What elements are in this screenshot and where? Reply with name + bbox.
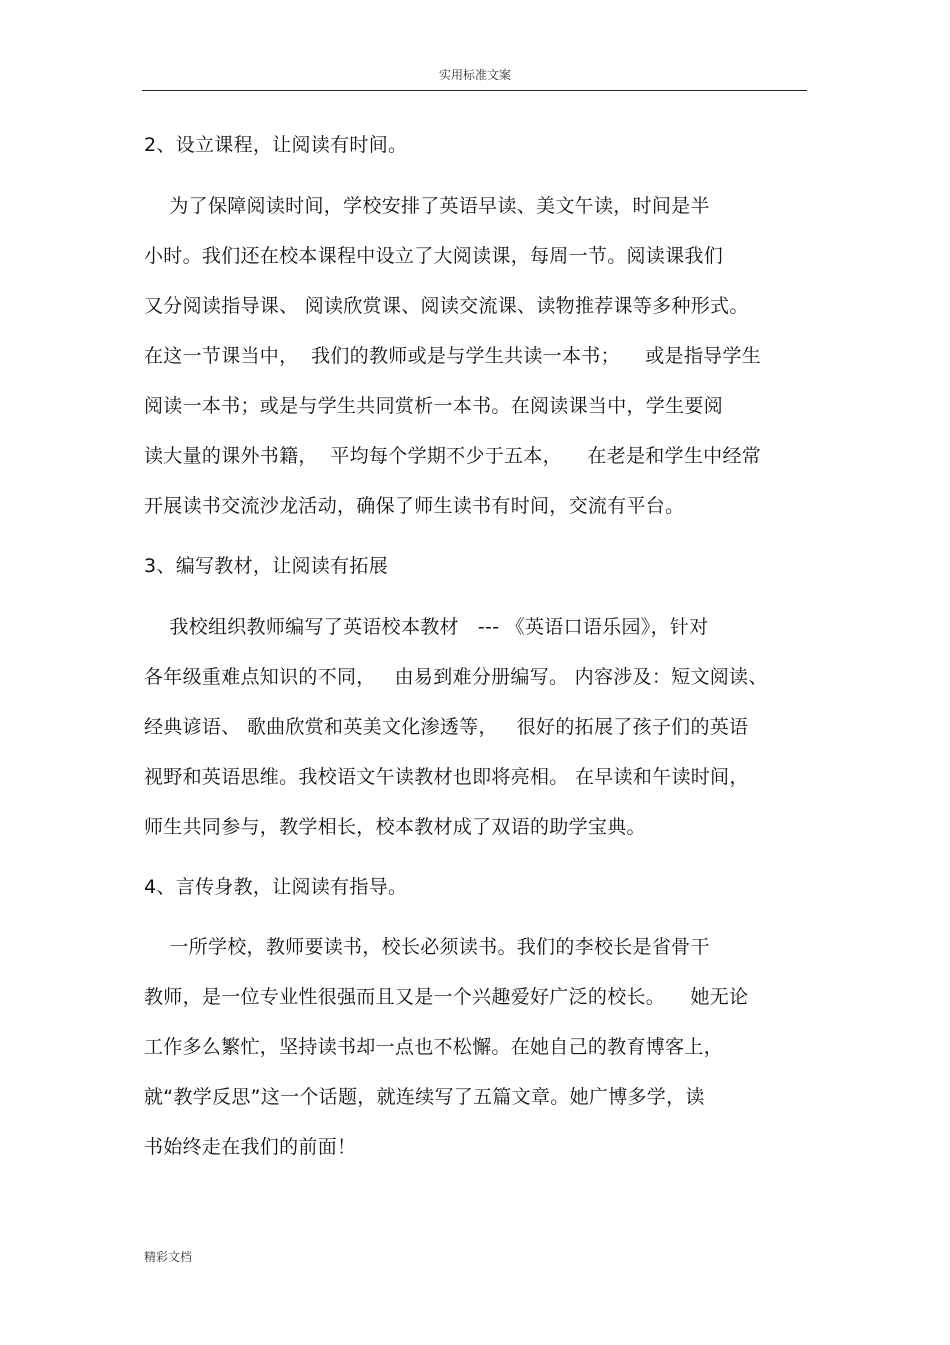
- paragraph-line: 工作多么繁忙，坚持读书却一点也不松懈。在她自己的教育博客上，: [144, 1036, 724, 1058]
- paragraph-line: 各年级重难点知识的不同， 由易到难分册编写。 内容涉及：短文阅读、: [144, 666, 768, 688]
- paragraph-line: 就“教学反思”这一个话题，就连续写了五篇文章。她广博多学，读: [144, 1086, 705, 1108]
- paragraph-line: 视野和英语思维。我校语文午读教材也即将亮相。 在早读和午读时间，: [144, 766, 749, 788]
- header-rule: [142, 90, 807, 91]
- paragraph-line: 在这一节课当中， 我们的教师或是与学生共读一本书； 或是指导学生: [144, 345, 762, 367]
- paragraph-line: 小时。我们还在校本课程中设立了大阅读课，每周一节。阅读课我们: [144, 245, 724, 267]
- paragraph-line: 为了保障阅读时间，学校安排了英语早读、美文午读，时间是半: [144, 195, 710, 217]
- paragraph-line: 一所学校，教师要读书，校长必须读书。我们的李校长是省骨干: [144, 936, 710, 958]
- section-heading-2: 2、设立课程，让阅读有时间。: [144, 134, 408, 156]
- page-footer: 精彩文档: [144, 1250, 193, 1264]
- paragraph-line: 读大量的课外书籍， 平均每个学期不少于五本， 在老是和学生中经常: [144, 445, 762, 467]
- section-heading-3: 3、编写教材，让阅读有拓展: [144, 555, 388, 577]
- section-heading-4: 4、言传身教，让阅读有指导。: [144, 876, 408, 898]
- paragraph-line: 书始终走在我们的前面！: [144, 1136, 357, 1158]
- paragraph-line: 经典谚语、 歌曲欣赏和英美文化渗透等， 很好的拓展了孩子们的英语: [144, 716, 749, 738]
- paragraph-line: 我校组织教师编写了英语校本教材 --- 《英语口语乐园》，针对: [144, 616, 709, 638]
- paragraph-line: 师生共同参与，教学相长，校本教材成了双语的助学宝典。: [144, 816, 646, 838]
- paragraph-line: 开展读书交流沙龙活动，确保了师生读书有时间，交流有平台。: [144, 495, 685, 517]
- paragraph-line: 阅读一本书；或是与学生共同赏析一本书。在阅读课当中，学生要阅: [144, 395, 724, 417]
- page-header: 实用标准文案: [438, 68, 511, 82]
- paragraph-line: 教师，是一位专业性很强而且又是一个兴趣爱好广泛的校长。 她无论: [144, 986, 749, 1008]
- paragraph-line: 又分阅读指导课、 阅读欣赏课、阅读交流课、读物推荐课等多种形式。: [144, 295, 749, 317]
